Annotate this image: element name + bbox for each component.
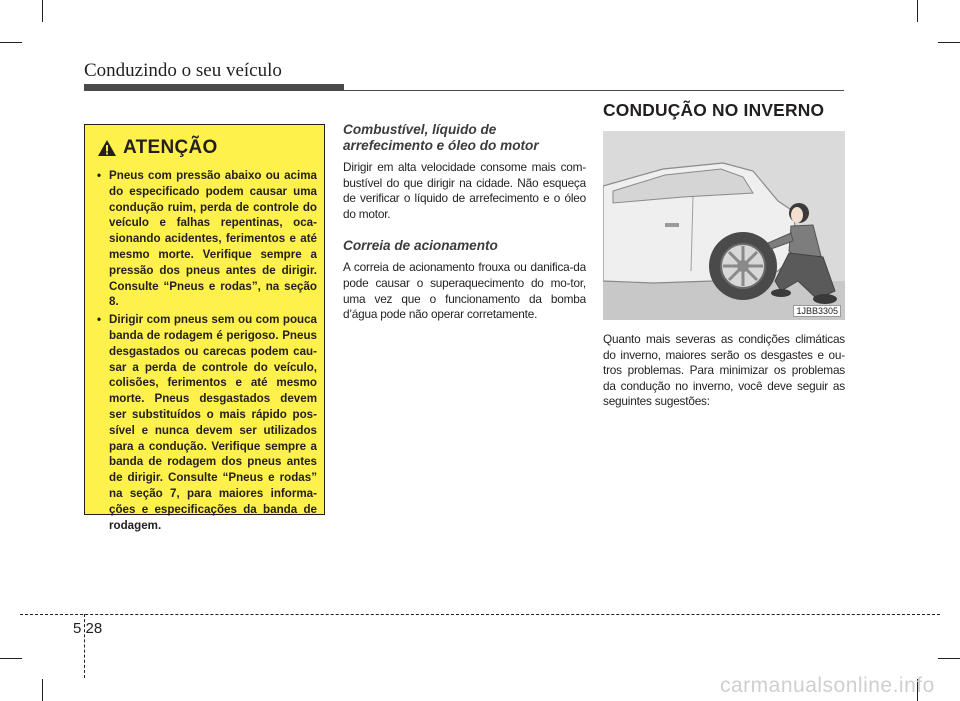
page-number: 5 28 bbox=[73, 620, 103, 637]
warning-item: • Dirigir com pneus sem ou com pouca banda de rodagem é perigoso. Pneus desgastados ou carecas podem cau-sar a perda de controle do veículo, colisões, ferimentos e até mesmo morte. Pneus desgastados devem ser substituídos o mais rápido pos-sível e nunca devem ser utilizados para a condução. Verifique sempre a banda de rodagem dos pneus antes de dirigir. Consulte “Pneus e rodas” na seção 7, para maiores informa-ções e especificações da banda de rodagem. bbox=[95, 312, 317, 533]
crop-mark bbox=[917, 0, 918, 22]
section-title: CONDUÇÃO NO INVERNO bbox=[603, 100, 825, 120]
crop-mark bbox=[938, 658, 960, 659]
section-text: Quanto mais severas as condições climáticas do inverno, maiores serão os desgastes e ou-tros problemas. Para minimizar os problemas da condução no inverno, você deve seguir as seguintes sugestões: bbox=[603, 332, 845, 409]
column-winter bbox=[603, 100, 845, 410]
section-fuel bbox=[343, 122, 586, 222]
section-heading: Combustível, líquido de arrefecimento e óleo do motor bbox=[343, 122, 539, 153]
chapter-title: Conduzindo o seu veículo bbox=[84, 60, 282, 81]
warning-triangle-icon bbox=[97, 139, 117, 157]
crop-mark bbox=[938, 42, 960, 43]
illustration-code: 1JBB3305 bbox=[793, 305, 841, 317]
warning-box bbox=[84, 124, 325, 532]
warning-header bbox=[97, 137, 218, 159]
section-text: A correia de acionamento frouxa ou danifica-da pode causar o superaquecimento do mo-tor, uma vez que o funcionamento da bomba d’água pode não operar corretamente. bbox=[343, 260, 586, 322]
warning-item: • Pneus com pressão abaixo ou acima do especificado podem causar uma condução ruim, perda de controle do veículo e falhas repentinas, oca-sionando acidentes, ferimentos e até mesmo morte. Verifique sempre a pressão dos pneus antes de dirigir. Consulte “Pneus e rodas”, na seção 8. bbox=[95, 168, 317, 310]
crop-mark bbox=[42, 0, 43, 22]
column-maintenance bbox=[343, 122, 586, 323]
warning-title: ATENÇÃO bbox=[123, 137, 218, 158]
winter-driving-illustration bbox=[603, 131, 845, 320]
header-bar bbox=[84, 84, 344, 91]
section-text: Dirigir em alta velocidade consome mais com-bustível do que dirigir na cidade. Não esqueça de verificar o líquido de arrefecimento e o óleo do motor. bbox=[343, 160, 586, 221]
section-belt bbox=[343, 238, 586, 322]
footer-rule bbox=[20, 614, 940, 615]
watermark: carmanualsonline.info bbox=[720, 674, 935, 697]
crop-mark bbox=[0, 658, 22, 659]
crop-mark bbox=[42, 679, 43, 701]
section-heading: Correia de acionamento bbox=[343, 238, 498, 254]
header-rule bbox=[344, 90, 844, 91]
warning-list bbox=[95, 168, 317, 535]
crop-mark bbox=[0, 42, 22, 43]
